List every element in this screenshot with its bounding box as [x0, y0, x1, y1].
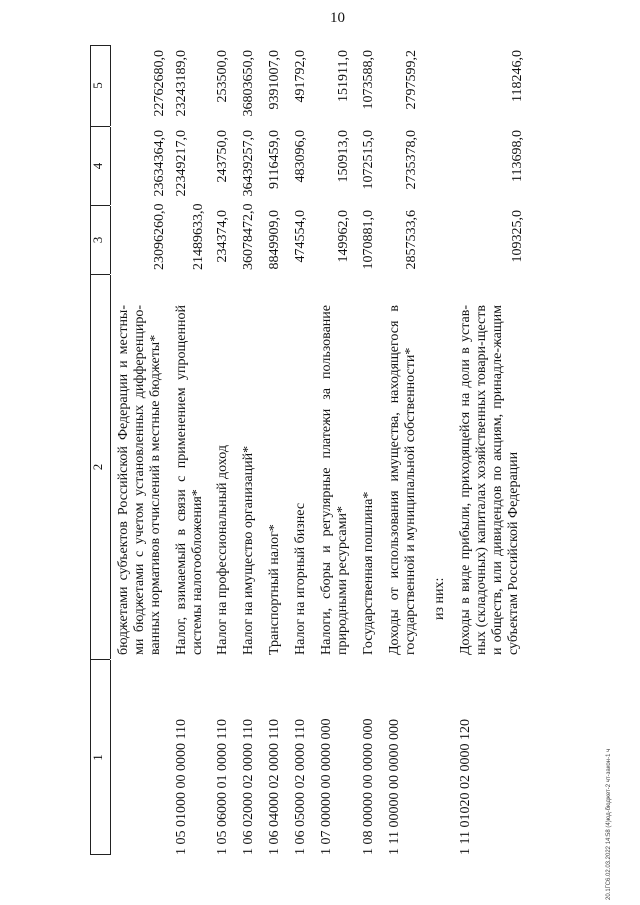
side-stamp: 20.1ГС6.02.03.2022 14:58 (4)юд-бюджет-2 чт-закон-1 ч	[606, 748, 612, 900]
row-value-col3: 109325,0	[510, 210, 525, 263]
row-value-col3: 8849909,0	[267, 210, 282, 270]
row-description: Транспортный налог*	[267, 524, 282, 655]
row-description: Налог, взимаемый в связи с применением упрощенной системы налогообложения*	[174, 305, 205, 655]
header-col-1: 1	[90, 660, 111, 855]
header-col-4: 4	[90, 127, 111, 205]
row-description: Доходы от использования имущества, находящегося в государственной и муниципальной собственности*	[387, 305, 418, 655]
row-value-col4: 9116459,0	[267, 130, 282, 189]
row-value-col5: 22762680,0	[152, 50, 167, 117]
row-value-col5: 36803650,0	[241, 50, 256, 117]
row-value-col3: 36078472,0	[241, 203, 256, 270]
grid-line	[90, 45, 110, 46]
table-row	[319, 45, 355, 855]
row-value-col4: 150913,0	[336, 130, 351, 183]
row-code: 1 11 00000 00 0000 000	[387, 719, 402, 855]
table-row	[267, 45, 287, 855]
row-value-col5: 2797599,2	[404, 50, 419, 110]
row-code: 1 05 06000 01 0000 110	[215, 719, 230, 855]
row-value-col3: 234374,0	[215, 210, 230, 263]
row-code: 1 06 02000 02 0000 110	[241, 719, 256, 855]
grid-line	[90, 126, 110, 127]
row-code: 1 06 05000 02 0000 110	[293, 719, 308, 855]
table-row	[293, 45, 313, 855]
row-description: Налог на имущество организаций*	[241, 445, 256, 655]
table-row	[387, 45, 423, 855]
header-col-5: 5	[90, 45, 111, 126]
grid-line	[90, 854, 110, 855]
rotated-table	[90, 45, 595, 855]
table-row	[241, 45, 261, 855]
page-number: 10	[330, 10, 345, 26]
row-value-col5: 118246,0	[510, 50, 525, 102]
row-value-col3: 474554,0	[293, 210, 308, 263]
row-value-col4: 113698,0	[510, 130, 525, 182]
table-row	[174, 45, 210, 855]
row-description: из них:	[432, 577, 447, 620]
header-col-3: 3	[90, 206, 111, 274]
row-value-col4: 1072515,0	[361, 130, 376, 190]
grid-line	[90, 274, 110, 275]
row-value-col3: 21489633,0	[191, 203, 206, 270]
row-code: 1 05 01000 00 0000 110	[174, 719, 189, 855]
row-value-col5: 1073588,0	[361, 50, 376, 110]
table-row	[432, 45, 452, 855]
row-value-col5: 23243189,0	[174, 50, 189, 117]
row-value-col5: 9391007,0	[267, 50, 282, 110]
table-row	[215, 45, 235, 855]
row-value-col4: 36439257,0	[241, 130, 256, 197]
row-description: Налог на профессиональный доход	[215, 445, 230, 655]
row-value-col5: 151911,0	[336, 50, 351, 102]
row-value-col3: 23096260,0	[152, 203, 167, 270]
row-code: 1 08 00000 00 0000 000	[361, 718, 376, 855]
row-description: Доходы в виде прибыли, приходящейся на доли в устав-ных (складочных) капиталах хозяйственных товари-ществ и обществ, или дивидендов по акциям, принадле-жащим субъектам Российской Федерации	[458, 305, 521, 655]
grid-line	[90, 659, 110, 660]
row-description: Государственная пошлина*	[361, 491, 376, 655]
row-code: 1 06 04000 02 0000 110	[267, 719, 282, 855]
row-value-col4: 483096,0	[293, 130, 308, 183]
row-value-col4: 23634364,0	[152, 130, 167, 197]
row-code: 1 11 01020 02 0000 120	[458, 719, 473, 855]
row-description: Налоги, сборы и регулярные платежи за пользование природными ресурсами*	[319, 305, 350, 655]
table-row	[116, 45, 168, 855]
row-description: бюджетами субъектов Российской Федерации и местны-ми бюджетами с учетом установленных дифференциро-ванных нормативов отчислений в местные бюджеты*	[116, 305, 163, 655]
table-row	[458, 45, 528, 855]
table-grid	[90, 45, 595, 855]
row-description: Налог на игорный бизнес	[293, 502, 308, 655]
row-value-col5: 253500,0	[215, 50, 230, 103]
table-row	[361, 45, 381, 855]
row-value-col3: 149962,0	[336, 210, 351, 263]
grid-line	[90, 45, 91, 855]
row-value-col4: 243750,0	[215, 130, 230, 183]
row-value-col5: 491792,0	[293, 50, 308, 103]
row-code: 1 07 00000 00 0000 000	[319, 718, 334, 855]
row-value-col3: 1070881,0	[361, 210, 376, 270]
grid-line	[90, 205, 110, 206]
row-value-col4: 2735378,0	[404, 130, 419, 190]
row-value-col4: 22349217,0	[174, 130, 189, 197]
header-col-2: 2	[90, 275, 111, 659]
row-value-col3: 2857533,6	[404, 210, 419, 270]
